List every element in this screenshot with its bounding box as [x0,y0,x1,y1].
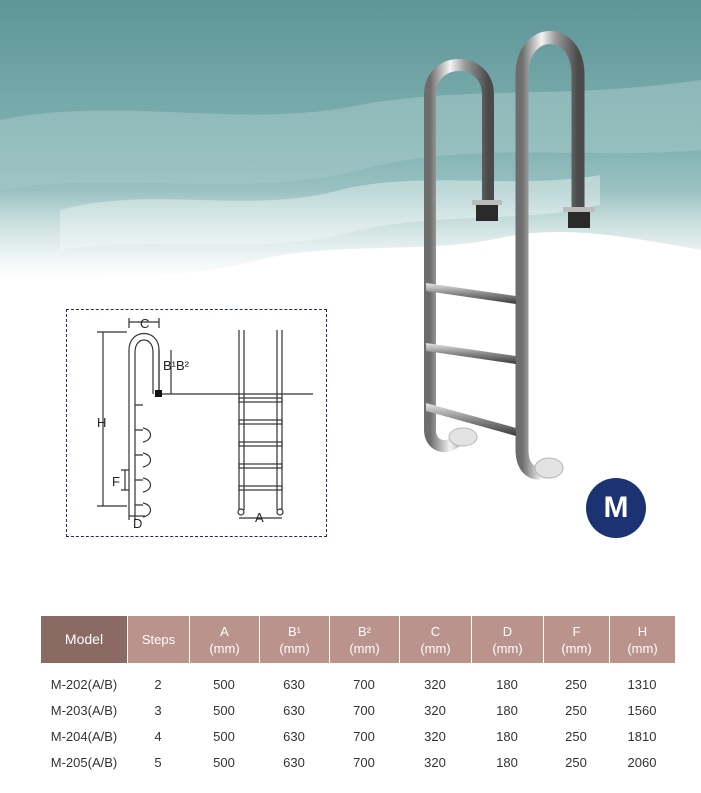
header-unit: (mm) [492,640,523,656]
value-cell: 250 [565,754,587,770]
value-cell: 3 [154,702,162,718]
value-cell: 320 [424,728,446,744]
value-cell: 250 [565,728,587,744]
dimension-label-f: F [112,474,120,489]
model-cell: M-202(A/B) [50,676,118,692]
value-cell: 2 [154,676,162,692]
model-cell: M-205(A/B) [50,754,118,770]
table-header-col-8 [609,616,675,663]
header-unit: (mm) [349,640,380,656]
header-label: Model [64,631,104,647]
value-cell: 180 [496,676,518,692]
table-row [41,697,675,723]
table-row [41,663,675,697]
value-cell: 1810 [627,728,657,744]
value-cell: 320 [424,676,446,692]
value-cell: 2060 [627,754,657,770]
value-cell: 700 [353,702,375,718]
header-unit: (mm) [627,640,658,656]
header-unit: (mm) [561,640,592,656]
table-header-col-4 [329,616,399,663]
value-cell: 700 [353,754,375,770]
water-background [0,0,701,280]
value-cell: 500 [213,702,235,718]
header-label: B² [358,623,371,639]
value-cell: 320 [424,702,446,718]
header-label: B¹ [288,623,301,639]
spec-table [41,616,675,775]
table-header-model [41,616,127,663]
table-header-col-3 [259,616,329,663]
value-cell: 630 [283,676,305,692]
header-label: H [637,623,648,639]
dimension-label-d: D [133,516,143,531]
header-unit: (mm) [209,640,240,656]
value-cell: 250 [565,676,587,692]
value-cell: 1310 [627,676,657,692]
value-cell: 500 [213,676,235,692]
value-cell: 630 [283,728,305,744]
value-cell: 4 [154,728,162,744]
table-header-row [41,616,675,663]
value-cell: 630 [283,754,305,770]
value-cell: 500 [213,728,235,744]
header-label: A [220,623,229,639]
value-cell: 1560 [627,702,657,718]
header-label: C [430,623,441,639]
header-label: D [502,623,513,639]
dimension-diagram [67,310,328,538]
value-cell: 700 [353,676,375,692]
table-header-col-6 [471,616,543,663]
value-cell: 180 [496,754,518,770]
dimension-label-a: A [255,510,264,525]
header-label: Steps [141,632,176,647]
table-row [41,723,675,749]
dimension-diagram-frame [66,309,327,537]
dimension-label-c: C [140,316,150,331]
value-cell: 180 [496,702,518,718]
model-badge: M [586,478,646,538]
header-label: F [572,623,581,639]
table-header-col-5 [399,616,471,663]
value-cell: 5 [154,754,162,770]
table-row [41,749,675,775]
header-unit: (mm) [420,640,451,656]
header-unit: (mm) [279,640,310,656]
value-cell: 250 [565,702,587,718]
model-cell: M-204(A/B) [50,728,118,744]
dimension-label-h: H [97,415,107,430]
value-cell: 180 [496,728,518,744]
dimension-label-b: B¹B² [163,358,189,373]
table-header-col-1 [127,616,189,663]
table-header-col-7 [543,616,609,663]
table-body [41,663,675,775]
value-cell: 630 [283,702,305,718]
value-cell: 320 [424,754,446,770]
value-cell: 700 [353,728,375,744]
table-header-col-2 [189,616,259,663]
model-cell: M-203(A/B) [50,702,118,718]
value-cell: 500 [213,754,235,770]
